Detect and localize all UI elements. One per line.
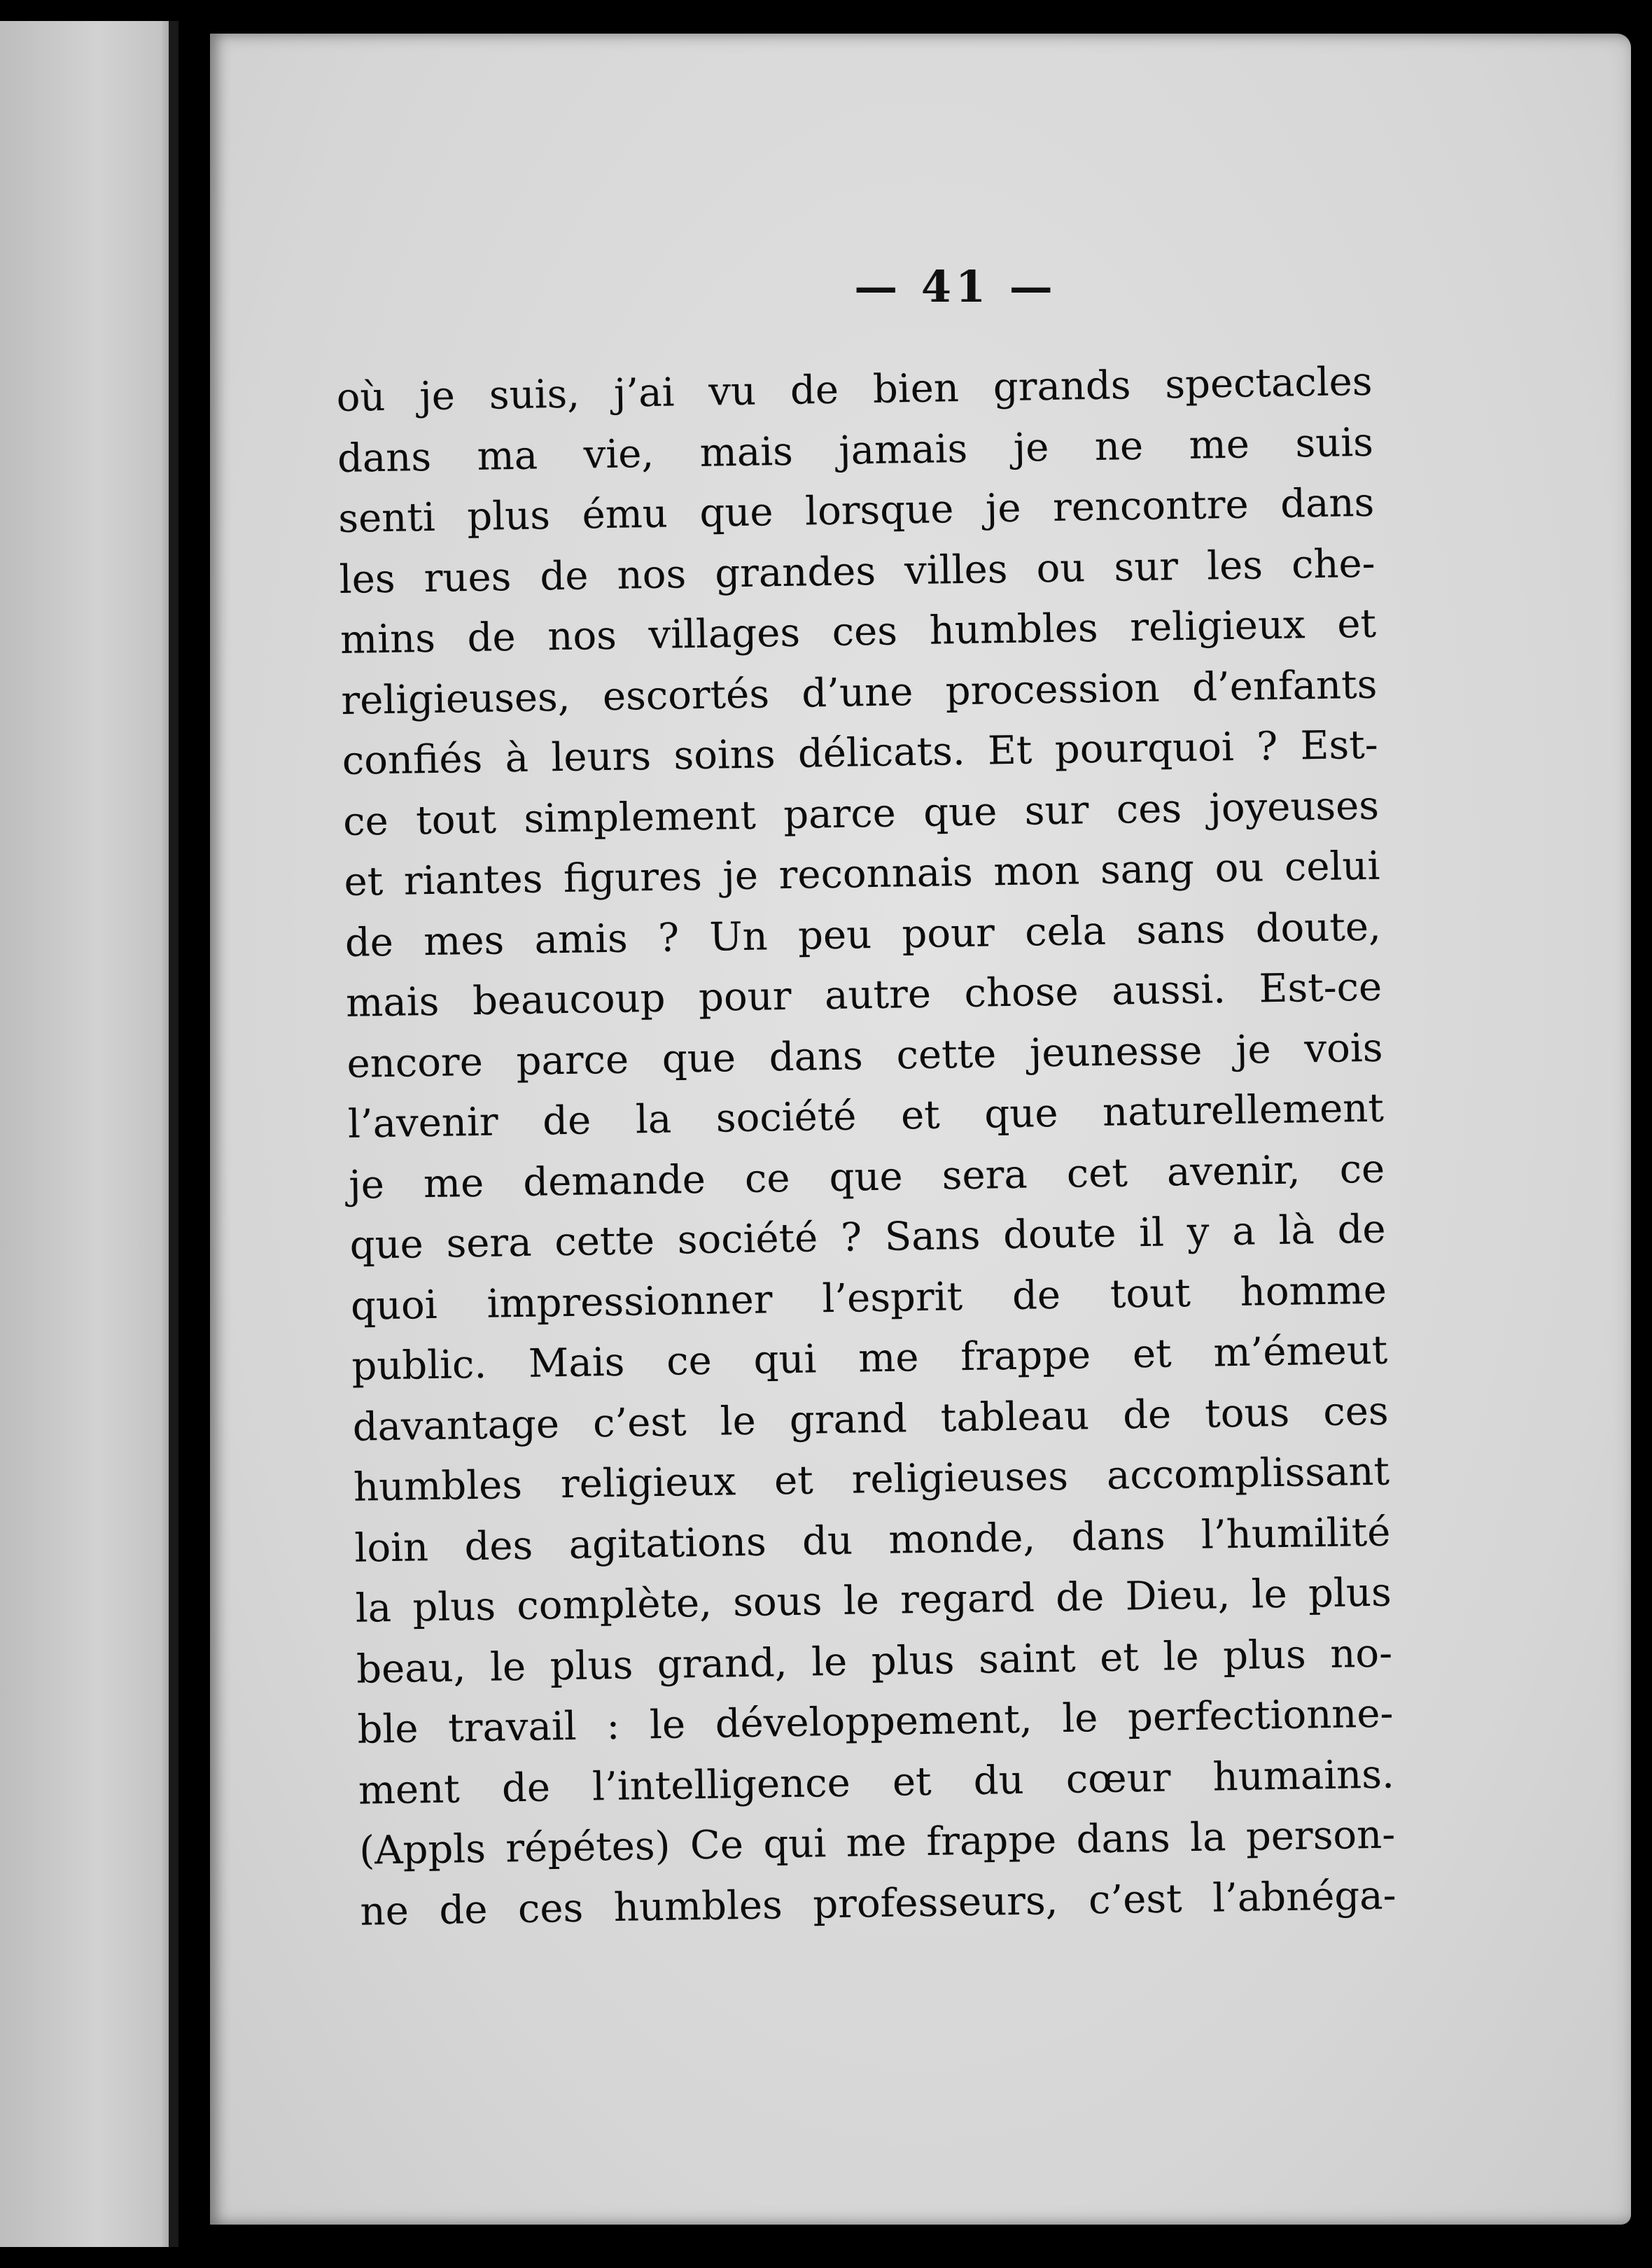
text-line: ce tout simplement parce que sur ces joyeuses [342, 783, 1380, 845]
text-line: dans ma vie, mais jamais je ne me suis [337, 419, 1374, 482]
text-line: que sera cette société ? Sans doute il y a là de [349, 1206, 1387, 1268]
text-line: humbles religieux et religieuses accomplissant [353, 1448, 1390, 1511]
text-line: les rues de nos grandes villes ou sur les che- [339, 540, 1376, 603]
text-line: la plus complète, sous le regard de Dieu, le plus [355, 1569, 1392, 1632]
text-line: senti plus ému que lorsque je rencontre dans [337, 479, 1375, 542]
book-page [210, 34, 1631, 2225]
text-line: ble travail : le développement, le perfectionne- [357, 1690, 1394, 1753]
text-line: l’avenir de la société et que naturellement [347, 1085, 1385, 1147]
text-line: religieuses, escortés d’une procession d’enfants [340, 662, 1378, 724]
text-line: où je suis, j’ai vu de bien grands spectacles [336, 358, 1373, 421]
text-line: beau, le plus grand, le plus saint et le plus no- [356, 1630, 1393, 1693]
facing-page-edge [0, 21, 178, 2247]
text-line: mais beaucoup pour autre chose aussi. Est-ce [345, 964, 1382, 1026]
text-line: ne de ces humbles professeurs, c’est l’abnéga- [360, 1872, 1396, 1935]
text-line: (Appls répétes) Ce qui me frappe dans la person- [358, 1812, 1396, 1874]
text-line: encore parce que dans cette jeunesse je vois [346, 1025, 1383, 1087]
text-line: mins de nos villages ces humbles religieux et [340, 601, 1377, 663]
body-text [336, 352, 1396, 1942]
text-line: davantage c’est le grand tableau de tous ces [352, 1388, 1390, 1450]
page-number: — 41 — [854, 261, 1057, 312]
text-line: quoi impressionner l’esprit de tout homme [350, 1267, 1387, 1329]
text-line: je me demande ce que sera cet avenir, ce [348, 1146, 1385, 1208]
text-line: loin des agitations du monde, dans l’humilité [354, 1509, 1391, 1572]
text-line: ment de l’intelligence et du cœur humains. [358, 1751, 1395, 1814]
text-line: confiés à leurs soins délicats. Et pourquoi ? Est- [342, 722, 1379, 784]
text-line: de mes amis ? Un peu pour cela sans doute, [344, 904, 1382, 966]
text-line: et riantes figures je reconnais mon sang ou celui [344, 843, 1380, 905]
text-line: public. Mais ce qui me frappe et m’émeut [351, 1327, 1388, 1390]
